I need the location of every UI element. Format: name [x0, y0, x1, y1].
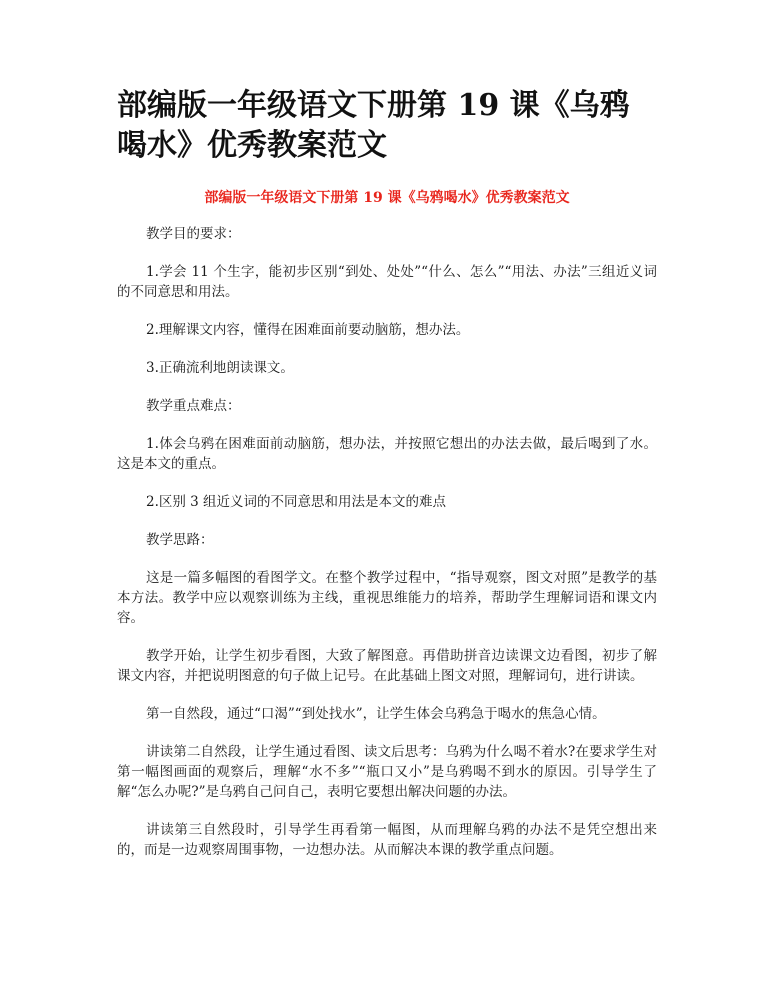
- paragraph-section-3: 讲读第三自然段时，引导学生再看第一幅图，从而理解乌鸦的办法不是凭空想出来的，而是一边观察周围事物，一边想办法。从而解决本课的教学重点问题。: [117, 822, 657, 858]
- paragraph-objective-2: 2.理解课文内容，懂得在困难面前要动脑筋，想办法。: [146, 322, 470, 338]
- paragraph-key-points-heading: 教学重点难点：: [146, 398, 241, 414]
- paragraph-key-point-1: 1.体会乌鸦在困难面前动脑筋，想办法，并按照它想出的办法去做，最后喝到了水。这是本文的重点。: [117, 436, 657, 472]
- paragraph-teaching-start: 教学开始，让学生初步看图，大致了解图意。再借助拼音边读课文边看图，初步了解课文内容，并把说明图意的句子做上记号。在此基础上图文对照，理解词句，进行讲读。: [117, 648, 657, 684]
- paragraph-objective-1: 1.学会 11 个生字，能初步区别“到处、处处”“什么、怎么”“用法、办法”三组近义词的不同意思和用法。: [117, 264, 657, 300]
- paragraph-key-point-2: 2.区别 3 组近义词的不同意思和用法是本文的难点: [146, 494, 447, 510]
- document-title: 部编版一年级语文下册第 19 课《乌鸦喝水》优秀教案范文: [117, 88, 630, 163]
- paragraph-approach-heading: 教学思路：: [146, 532, 214, 548]
- paragraph-section-1: 第一自然段，通过“口渴”“到处找水”，让学生体会乌鸦急于喝水的焦急心情。: [146, 706, 606, 722]
- paragraph-section-2: 讲读第二自然段，让学生通过看图、读文后思考：乌鸦为什么喝不着水?在要求学生对第一幅图画面的观察后，理解“水不多”“瓶口又小”是乌鸦喝不到水的原因。引导学生了解“怎么办呢?”是乌鸦自己问自己，表明它要想出解决问题的办法。: [117, 744, 657, 800]
- paragraph-approach-overview: 这是一篇多幅图的看图学文。在整个教学过程中，“指导观察，图文对照”是教学的基本方法。教学中应以观察训练为主线，重视思维能力的培养，帮助学生理解词语和课文内容。: [117, 570, 657, 626]
- document-subtitle: 部编版一年级语文下册第 19 课《乌鸦喝水》优秀教案范文: [204, 190, 570, 206]
- document-page: [117, 86, 657, 878]
- paragraph-objectives-heading: 教学目的要求：: [146, 226, 241, 242]
- paragraph-objective-3: 3.正确流利地朗读课文。: [146, 360, 294, 376]
